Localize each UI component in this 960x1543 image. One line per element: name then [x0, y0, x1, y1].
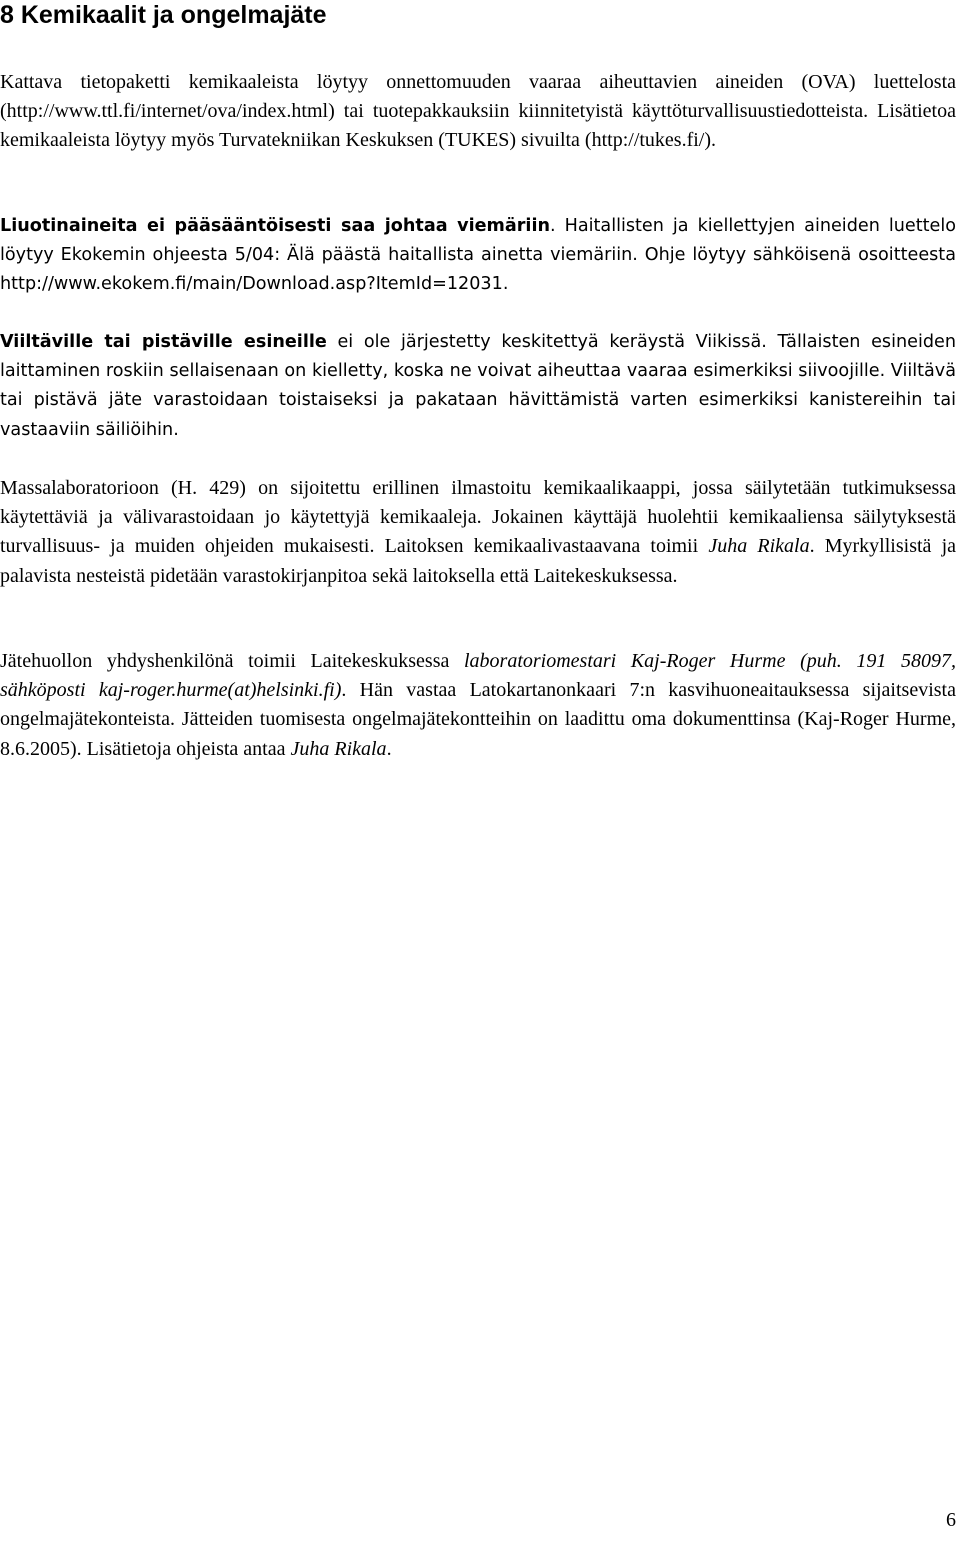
paragraph-text: Kattava tietopaketti kemikaaleista löytyy onnettomuuden vaaraa aiheuttavien aineiden (OVA) luettelosta (http://www.ttl.fi/internet/ova/index.html) tai tuotepakkauksiin kiinnitetyistä käyttöturvallisuustiedotteista. Lisätietoa kemikaaleista löytyy myös Turvatekniikan Keskuksen (TUKES) sivuilta (http://tukes.fi/). — [0, 71, 956, 152]
paragraph-text: Jätehuollon yhdyshenkilönä toimii Laitekeskuksessa — [0, 650, 464, 672]
paragraph-text: . Myrkyllisistä ja palavista nesteistä pidetään varastokirjanpitoa sekä laitoksella että Laitekeskuksessa. — [0, 535, 956, 587]
bold-lead: Liuotinaineita ei pääsääntöisesti saa johtaa viemäriin — [0, 216, 551, 236]
contact-info: laboratoriomestari Kaj-Roger Hurme (puh. 191 58097, sähköposti kaj-roger.hurme(at)helsinki.fi) — [0, 650, 956, 702]
person-name: Juha Rikala — [708, 535, 810, 558]
paragraph-text: . — [386, 737, 392, 760]
paragraph-sharp-objects — [0, 328, 956, 445]
paragraph-text: ei ole järjestetty keskitettyä keräystä Viikissä. Tällaisten esineiden laittaminen roskiin sellaisenaan on kielletty, koska ne voivat aiheuttaa vaaraa esimerkiksi siivoojille. Viiltävä tai pistävä jäte varastoidaan toistaiseksi ja pakataan hävittämistä varten esimerkiksi kanistereihin tai vastaaviin säiliöihin. — [0, 332, 956, 440]
paragraph-solvents — [0, 212, 956, 300]
paragraph-chemical-info — [0, 68, 956, 156]
paragraph-text: . Hän vastaa Latokartanonkaari 7:n kasvihuoneaitauksessa sijaitsevista ongelmajätekonteista. Jätteiden tuomisesta ongelmajätekontteihin on laadittu oma dokumenttinsa (Kaj-Roger Hurme, 8.6.2005). Lisätietoja ohjeista antaa — [0, 679, 956, 760]
paragraph-text: . Haitallisten ja kiellettyjen aineiden luettelo löytyy Ekokemin ohjeesta 5/04: Älä päästä haitallista ainetta viemäriin. Ohje löytyy sähköisenä osoitteesta http://www.ekokem.fi/main/Download.asp?ItemId=12031. — [0, 216, 956, 295]
paragraph-text: Massalaboratorioon (H. 429) on sijoitettu erillinen ilmastoitu kemikaalikaappi, jossa säilytetään tutkimuksessa käytettäviä ja välivarastoidaan jo käytettyjä kemikaaleja. Jokainen käyttäjä huolehtii kemikaaliensa säilytyksestä turvallisuus- ja muiden ohjeiden mukaisesti. Laitoksen kemikaalivastaavana toimii — [0, 477, 956, 558]
bold-lead: Viiltäville tai pistäville esineille — [0, 332, 327, 352]
page-number: 6 — [946, 1509, 956, 1531]
paragraph-chemical-cabinet — [0, 474, 956, 591]
paragraph-waste-contact — [0, 647, 956, 764]
section-heading: 8 Kemikaalit ja ongelmajäte — [0, 1, 327, 29]
person-name: Juha Rikala — [290, 737, 387, 760]
